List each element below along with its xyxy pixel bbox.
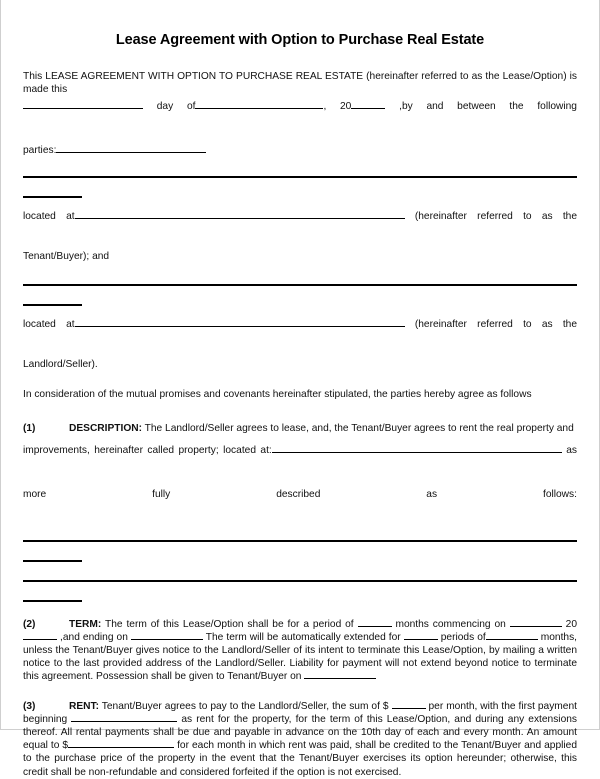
term-periods-blank[interactable] — [404, 632, 438, 639]
rent-r3: as rent for the property, for the term of this Lease/Option, and during any extensions thereof. All rental payments shall be due and payable in advance on the 10th day of each and every month. An amount equal to $ — [23, 713, 577, 752]
rent-begin-date-blank[interactable] — [71, 714, 177, 721]
spacer — [23, 402, 577, 418]
rent-r4: for each month in which rent was paid, shall be credited to the Tenant/Buyer and applied to the purchase price of the property in the event that the Tenant/Buyer exercises its option hereunder; otherwise, this credit shall be non-refundable and considered forfeited if the option is not exercised. — [23, 740, 577, 778]
term-commence-date-blank[interactable] — [510, 619, 562, 626]
rent-credit-amount-blank[interactable] — [68, 741, 174, 748]
landlord-located-at-label: located at — [23, 319, 75, 331]
day-blank[interactable] — [23, 102, 143, 109]
section-rent — [23, 700, 577, 779]
landlord-located-line — [23, 314, 577, 358]
jw-2: described — [276, 488, 321, 500]
parties-blank[interactable] — [56, 146, 206, 153]
rent-amount-blank[interactable] — [392, 701, 426, 708]
spacer — [23, 684, 577, 700]
term-t6: periods of — [440, 631, 486, 643]
tenant-address-blank[interactable] — [75, 212, 405, 219]
spacer — [23, 602, 577, 618]
tenant-located-line — [23, 206, 577, 250]
rent-r1: Tenant/Buyer agrees to pay to the Landlord/Seller, the sum of $ — [101, 700, 389, 712]
spacer — [23, 372, 577, 388]
month-blank[interactable] — [195, 102, 323, 109]
landlord-hereinafter-text: (hereinafter referred to as the — [414, 319, 577, 331]
section-description — [23, 418, 577, 528]
description-line2-post: as — [566, 444, 577, 456]
tenant-located-at-label: located at — [23, 211, 75, 223]
term-t2: months commencing on — [395, 618, 506, 630]
description-located-at-text: improvements, hereinafter called property; located at: — [23, 444, 272, 456]
description-line1-text: The Landlord/Seller agrees to lease, and, the Tenant/Buyer agrees to rent the real property and — [144, 422, 574, 434]
of-label: of — [186, 101, 196, 113]
day-label: day — [156, 101, 174, 113]
tenant-party-name: Tenant/Buyer); and — [23, 251, 110, 263]
jw-3: as — [426, 488, 438, 500]
page-title: Lease Agreement with Option to Purchase Real Estate — [115, 32, 485, 48]
spacer — [23, 162, 577, 176]
spacer — [23, 198, 577, 206]
term-t5: The term will be automatically extended for — [205, 631, 401, 643]
description-address-blank[interactable] — [272, 445, 562, 452]
term-t7: months, unless the Tenant/Buyer gives notice to the Landlord/Seller of its intent to terminate this Lease/Option, by mailing a written notice to the last provided address of the Landlord/Seller. Liability for payment will not extend beyond notice to terminate this agreement. Possession shall be given to Tenant/Buyer on — [23, 631, 577, 683]
year-prefix: 20 — [340, 101, 352, 113]
landlord-party-name: Landlord/Seller). — [23, 359, 98, 371]
year-blank[interactable] — [351, 102, 385, 109]
description-justified-line — [23, 484, 577, 528]
spacer — [23, 542, 577, 560]
date-fill-line: day of , 20 ,by and between the following — [23, 96, 577, 140]
description-heading: DESCRIPTION: — [69, 422, 143, 434]
spacer — [23, 562, 577, 580]
term-t1: The term of this Lease/Option shall be for a period of — [105, 618, 354, 630]
spacer — [23, 264, 577, 284]
term-t4: ,and ending on — [60, 631, 128, 643]
tenant-hereinafter-text: (hereinafter referred to as the — [414, 211, 577, 223]
jw-4: follows: — [542, 488, 577, 500]
rent-heading: RENT: — [69, 700, 99, 712]
intro-paragraph: This LEASE AGREEMENT WITH OPTION TO PURCHASE REAL ESTATE (hereinafter referred to as the Lease/Option) is made this — [23, 71, 577, 96]
spacer — [23, 178, 577, 196]
after-year-text: ,by and between the following — [399, 101, 577, 113]
term-commence-year-blank[interactable] — [23, 632, 57, 639]
rent-number: (3) — [23, 700, 36, 712]
jw-1: fully — [152, 488, 171, 500]
term-heading: TERM: — [69, 618, 102, 630]
description-line-2 — [23, 440, 577, 484]
jw-0: more — [23, 488, 47, 500]
term-months-blank[interactable] — [358, 619, 392, 626]
term-end-date-blank[interactable] — [131, 632, 203, 639]
spacer — [23, 582, 577, 600]
term-t3: 20 — [565, 618, 577, 630]
spacer — [23, 286, 577, 304]
term-period-months-blank[interactable] — [486, 632, 538, 639]
spacer — [23, 528, 577, 540]
consideration-paragraph: In consideration of the mutual promises and covenants hereinafter stipulated, the parties hereby agree as follows — [23, 389, 532, 401]
intro-block — [23, 54, 577, 162]
spacer — [23, 306, 577, 314]
rent-r2: per month, with the first payment beginning — [23, 700, 577, 725]
term-possession-date-blank[interactable] — [304, 672, 376, 679]
term-number: (2) — [23, 618, 36, 630]
section-term — [23, 618, 577, 684]
parties-line — [23, 140, 577, 162]
parties-label: parties: — [23, 145, 57, 157]
landlord-address-blank[interactable] — [75, 320, 405, 327]
description-line-1 — [23, 418, 577, 440]
description-number: (1) — [23, 422, 36, 434]
